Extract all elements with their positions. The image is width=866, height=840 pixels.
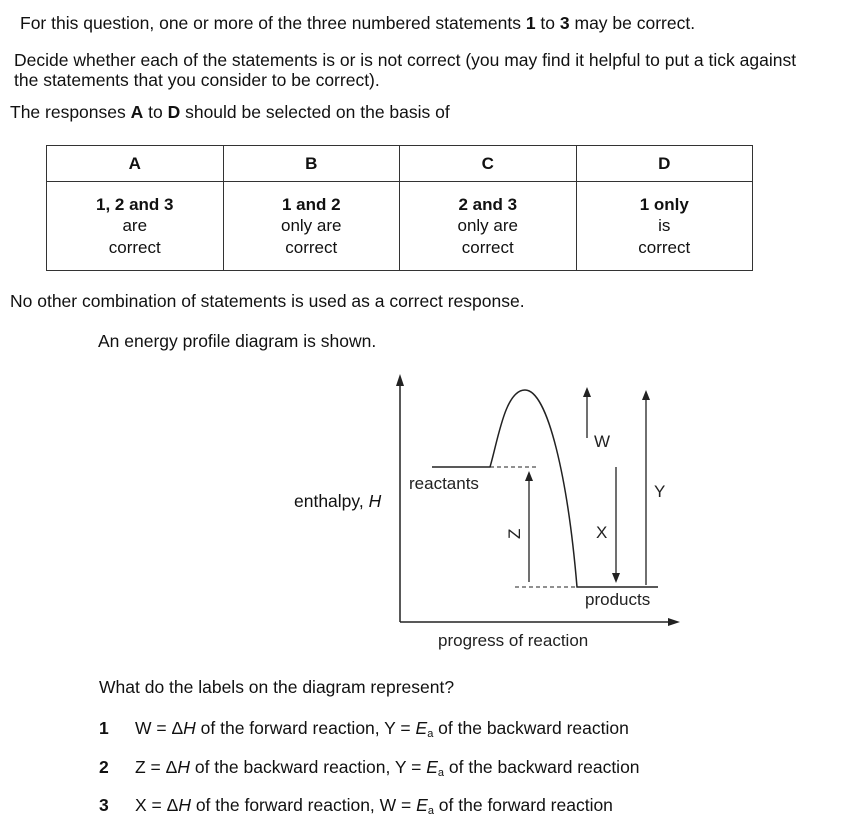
- header-a: A: [47, 146, 224, 182]
- statement-text: Z = ΔH of the backward reaction, $Y = E_a$ of the backward reaction: [135, 757, 640, 779]
- z-label: Z: [505, 528, 524, 539]
- cell-c: 2 and 3 only are correct: [400, 182, 577, 271]
- intro-bold-1: 1: [525, 13, 536, 33]
- cell-b: 1 and 2 only are correct: [223, 182, 400, 271]
- header-b: B: [223, 146, 400, 182]
- y-axis-label: enthalpy, H: [294, 491, 382, 511]
- statement-number: 2: [99, 757, 109, 777]
- question-text: What do the labels on the diagram represent?: [99, 677, 455, 697]
- statement-number: 1: [99, 718, 109, 738]
- intro-text: to: [143, 102, 168, 122]
- intro-text: The responses: [10, 102, 131, 122]
- intro-line-3: the statements that you consider to be correct).: [14, 70, 380, 90]
- x-arrowhead: [612, 573, 620, 583]
- statement-number: 3: [99, 795, 109, 815]
- intro-bold-d: D: [167, 102, 181, 122]
- header-c: C: [400, 146, 577, 182]
- y-axis-arrowhead: [396, 374, 404, 386]
- intro-text: to: [535, 13, 560, 33]
- header-d: D: [576, 146, 753, 182]
- intro-bold-a: A: [130, 102, 144, 122]
- intro-text: should be selected on the basis of: [180, 102, 450, 122]
- y-label: Y: [654, 482, 666, 501]
- energy-profile-diagram: [280, 360, 710, 660]
- w-label: W: [594, 432, 611, 451]
- intro-bold-3: 3: [559, 13, 570, 33]
- diagram-intro: An energy profile diagram is shown.: [98, 331, 377, 351]
- z-arrowhead: [525, 471, 533, 481]
- axes: [400, 380, 672, 622]
- reactants-label: reactants: [409, 474, 479, 493]
- x-label: X: [596, 523, 608, 542]
- intro-line-2: Decide whether each of the statements is or is not correct (you may find it helpful to put a tick against: [14, 50, 797, 70]
- x-axis-arrowhead: [668, 618, 680, 626]
- w-arrowhead: [583, 387, 591, 397]
- no-other-note: No other combination of statements is used as a correct response.: [10, 291, 525, 311]
- statement-text: X = ΔH of the forward reaction, $W = E_a$ of the forward reaction: [135, 795, 613, 817]
- cell-a: 1, 2 and 3 are correct: [47, 182, 224, 271]
- cell-d: 1 only is correct: [576, 182, 753, 271]
- response-table-body-row: [47, 182, 753, 271]
- intro-line-4: [10, 102, 450, 123]
- statement-text: W = ΔH of the forward reaction, $Y = E_a$ of the backward reaction: [135, 718, 629, 740]
- products-label: products: [585, 590, 651, 609]
- response-table-header-row: [47, 146, 753, 182]
- intro-text: may be correct.: [569, 13, 696, 33]
- intro-line-1: [20, 13, 695, 34]
- response-table: [46, 145, 753, 271]
- intro-text: For this question, one or more of the three numbered statements: [20, 13, 526, 33]
- y-arrowhead: [642, 390, 650, 400]
- x-axis-label: progress of reaction: [438, 631, 589, 650]
